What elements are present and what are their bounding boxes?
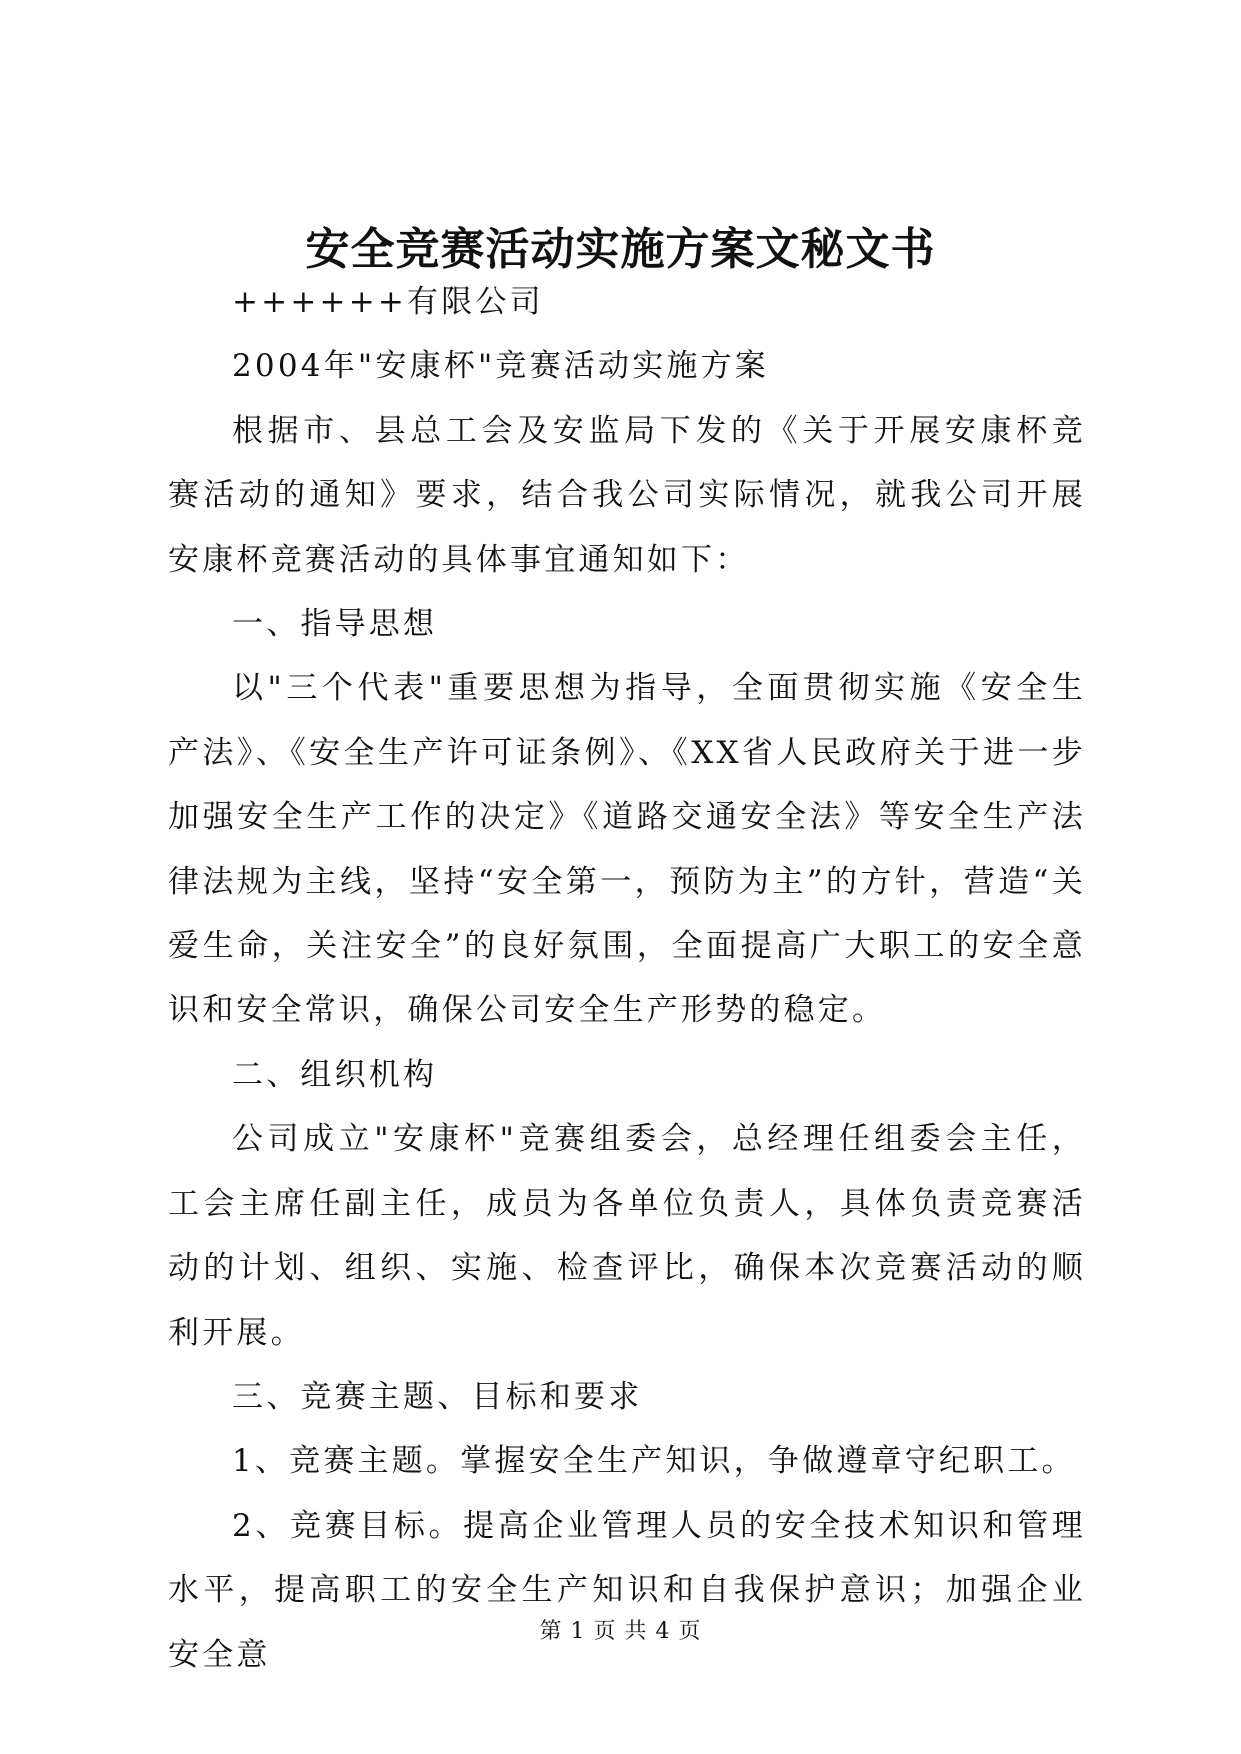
plan-title-line: 2004年"安康杯"竞赛活动实施方案	[232, 348, 770, 385]
organization-paragraph: 公司成立"安康杯"竞赛组委会，总经理任组委会主任，工会主席任副主任，成员为各单位负责人，具体负责竞赛活动的计划、组织、实施、检查评比，确保本次竞赛活动的顺利开展。	[168, 1121, 1086, 1351]
document-body	[168, 270, 1086, 1687]
goals-paragraph: 2、竞赛目标。提高企业管理人员的安全技术知识和管理水平，提高职工的安全生产知识和自我保护意识；加强企业安全意	[168, 1507, 1086, 1673]
section-heading-guiding-thought: 一、指导思想	[232, 606, 438, 643]
theme-paragraph: 1、竞赛主题。掌握安全生产知识，争做遵章守纪职工。	[232, 1443, 1076, 1480]
page-number-footer: 第 1 页 共 4 页	[539, 1619, 702, 1644]
guiding-thought-paragraph: 以"三个代表"重要思想为指导，全面贯彻实施《安全生产法》、《安全生产许可证条例》、《XX省人民政府关于进一步加强安全生产工作的决定》《道路交通安全法》等安全生产法律法规为主线，坚持“安全第一，预防为主”的方针，营造“关爱生命，关注安全”的良好氛围，全面提高广大职工的安全意识和安全常识，确保公司安全生产形势的稳定。	[168, 670, 1086, 1029]
company-name-line: ++++++有限公司	[232, 284, 544, 320]
document-title: 安全竞赛活动实施方案文秘文书	[305, 224, 936, 275]
section-heading-organization: 二、组织机构	[232, 1056, 438, 1093]
section-heading-theme-goals: 三、竞赛主题、目标和要求	[232, 1378, 643, 1415]
intro-paragraph: 根据市、县总工会及安监局下发的《关于开展安康杯竞赛活动的通知》要求，结合我公司实际情况，就我公司开展安康杯竞赛活动的具体事宜通知如下：	[168, 412, 1086, 578]
